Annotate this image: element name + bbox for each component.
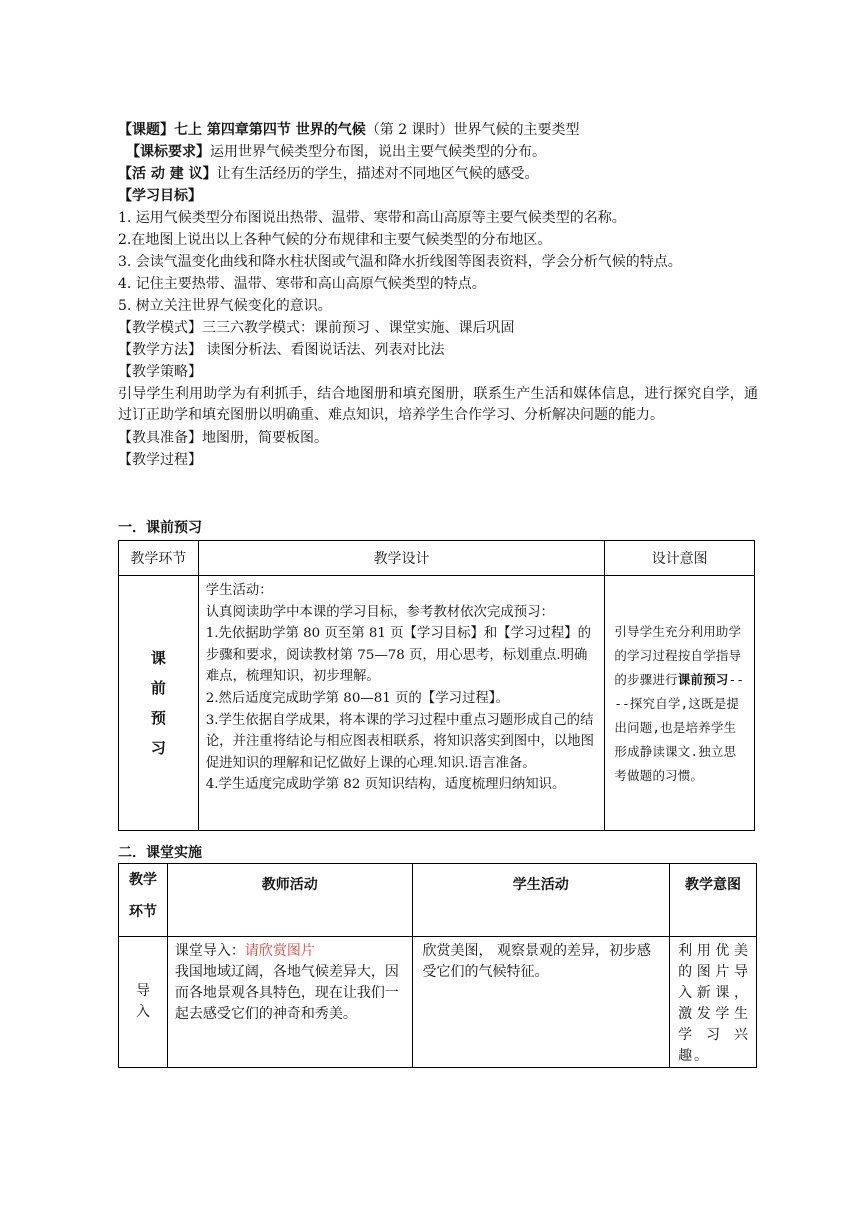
table-row	[119, 937, 757, 1068]
preview-table	[118, 540, 755, 831]
stage-char: 预	[150, 709, 166, 727]
standard-label: 【课标要求】	[126, 144, 210, 160]
topic-line	[118, 119, 758, 141]
goal-item: 4. 记住主要热带、温带、寒带和高山高原气候类型的特点。	[118, 276, 486, 292]
header-teacher: 教师活动	[167, 864, 412, 937]
stage-char: 习	[150, 739, 166, 757]
design-line: 学生活动：	[205, 583, 273, 598]
intent-text-rest: ----探究自学,这既是提出问题,也是培养学生形成静读课文.独立思考做题的习惯。	[614, 672, 745, 783]
design-cell	[198, 576, 605, 831]
standard-text: 运用世界气候类型分布图，说出主要气候类型的分布。	[210, 144, 546, 160]
goal-item: 1. 运用气候类型分布图说出热带、温带、寒带和高山高原等主要气候类型的名称。	[118, 210, 626, 226]
activity-label: 【活 动 建 议】	[118, 166, 217, 182]
header-stage: 教学环节	[119, 541, 199, 576]
aim-cell: 利用优美的图片导入新课，激发学生学习兴趣。	[670, 937, 757, 1068]
teacher-activity-cell	[167, 937, 412, 1068]
table-header-row	[119, 541, 755, 576]
header-stage-line: 教学	[128, 872, 157, 888]
teacher-text: 我国地域辽阔，各地气候差异大，因而各地景观各具特色，现在让我们一起去感受它们的神奇和秀美。	[174, 964, 399, 1022]
strategy-heading: 【教学策略】	[118, 364, 202, 380]
table-row	[119, 576, 755, 831]
intent-emphasis: 课前预习	[677, 672, 729, 687]
header-stage-line: 环节	[128, 904, 157, 920]
activity-line	[118, 163, 758, 185]
stage-char: 前	[150, 679, 166, 697]
design-line: 1.先依据助学第 80 页至第 81 页【学习目标】和【学习过程】的步骤和要求，阅读教材第 75—78 页，用心思考，标划重点.明确难点，梳理知识，初步理解。	[205, 626, 592, 685]
topic-text: 七上 第四章第四节 世界的气候	[174, 122, 366, 138]
stage-cell	[119, 937, 168, 1068]
section-1-title: 一．课前预习	[118, 520, 202, 536]
topic-suffix: （第 2 课时）世界气候的主要类型	[365, 122, 580, 138]
standard-line	[118, 141, 758, 163]
header-student: 学生活动	[412, 864, 670, 937]
header-intent: 设计意图	[605, 541, 755, 576]
stage-char: 课	[150, 649, 166, 667]
teaching-aids: 【教具准备】地图册，简要板图。	[118, 430, 328, 446]
process-heading: 【教学过程】	[118, 452, 202, 468]
student-activity-cell: 欣赏美图， 观察景观的差异，初步感受它们的气候特征。	[412, 937, 670, 1068]
stage-char: 入	[135, 1004, 150, 1020]
intent-text: 引导学生充分利用助学的学习过程按自学指导的步骤进行	[614, 624, 742, 687]
activity-text: 让有生活经历的学生，描述对不同地区气候的感受。	[216, 166, 539, 182]
design-line: 4.学生适度完成助学第 82 页知识结构，适度梳理归纳知识。	[205, 777, 566, 793]
header-stage	[119, 864, 168, 937]
goals-heading: 【学习目标】	[118, 188, 202, 204]
goal-item: 5. 树立关注世界气候变化的意识。	[118, 298, 332, 314]
teacher-intro-line	[175, 941, 408, 962]
section-2-title: 二．课堂实施	[118, 845, 202, 861]
classroom-table	[118, 863, 757, 1068]
design-line: 2.然后适度完成助学第 80—81 页的【学习过程】。	[205, 690, 509, 706]
design-line: 认真阅读助学中本课的学习目标，参考教材依次完成预习：	[205, 604, 554, 620]
goal-item: 2.在地图上说出以上各种气候的分布规律和主要气候类型的分布地区。	[118, 232, 552, 248]
header-design: 教学设计	[198, 541, 605, 576]
stage-cell	[119, 576, 199, 831]
stage-char: 导	[135, 983, 150, 999]
teaching-method: 【教学方法】 读图分析法、看图说话法、列表对比法	[118, 342, 445, 358]
topic-label: 【课题】	[118, 122, 174, 138]
strategy-text: 引导学生利用助学为有利抓手，结合地图册和填充图册，联系生产生活和媒体信息，进行探究自学，通过订正助学和填充图册以明确重、难点知识，培养学生合作学习、分析解决问题的能力。	[118, 386, 758, 423]
teacher-prefix: 课堂导入：	[174, 943, 245, 959]
goal-item: 3. 会读气温变化曲线和降水柱状图或气温和降水折线图等图表资料，学会分析气候的特点。	[118, 254, 682, 270]
lesson-intro	[118, 119, 758, 471]
design-line: 3.学生依据自学成果，将本课的学习过程中重点习题形成自己的结论，并注重将结论与相应图表相联系，将知识落实到图中，以地图促进知识的理解和记忆做好上课的心理.知识.语言准备。	[205, 712, 595, 771]
teacher-highlight: 请欣赏图片	[244, 943, 315, 959]
teaching-mode: 【教学模式】三三六教学模式：课前预习 、课堂实施、课后巩固	[118, 320, 515, 336]
header-aim: 教学意图	[670, 864, 757, 937]
intent-cell	[605, 576, 755, 831]
table-header-row	[119, 864, 757, 937]
